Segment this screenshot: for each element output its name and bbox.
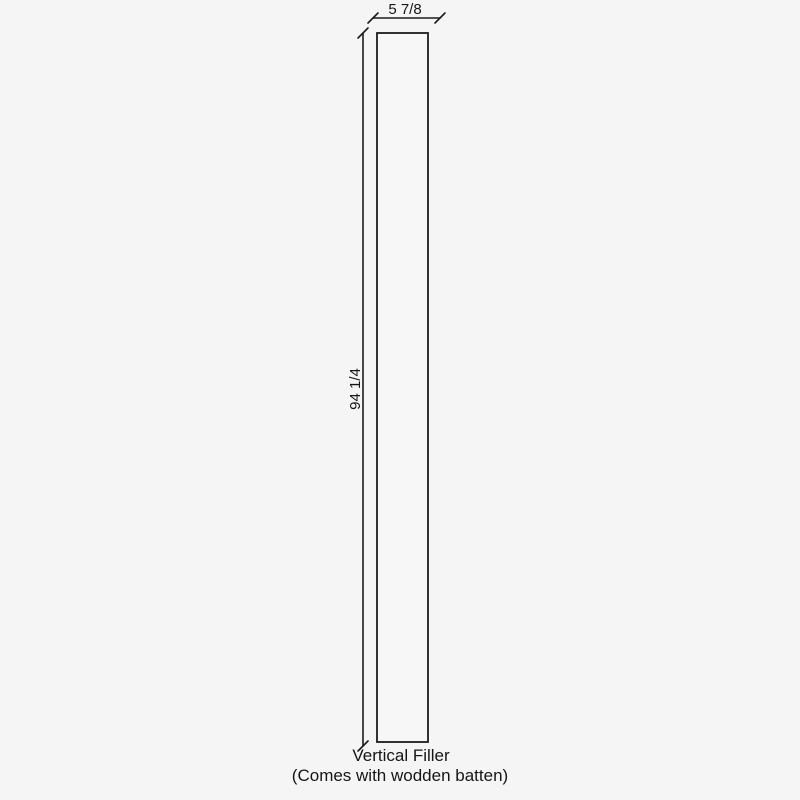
width-dimension-label: 5 7/8 [388, 1, 422, 18]
caption [292, 746, 508, 785]
height-dimension-label: 94 1/4 [347, 368, 364, 410]
caption-subtitle: (Comes with wodden batten) [291, 766, 509, 785]
caption-title: Vertical Filler [352, 746, 450, 765]
height-dimension [347, 28, 368, 751]
filler-panel-outline [377, 33, 428, 742]
width-dimension [368, 1, 445, 23]
